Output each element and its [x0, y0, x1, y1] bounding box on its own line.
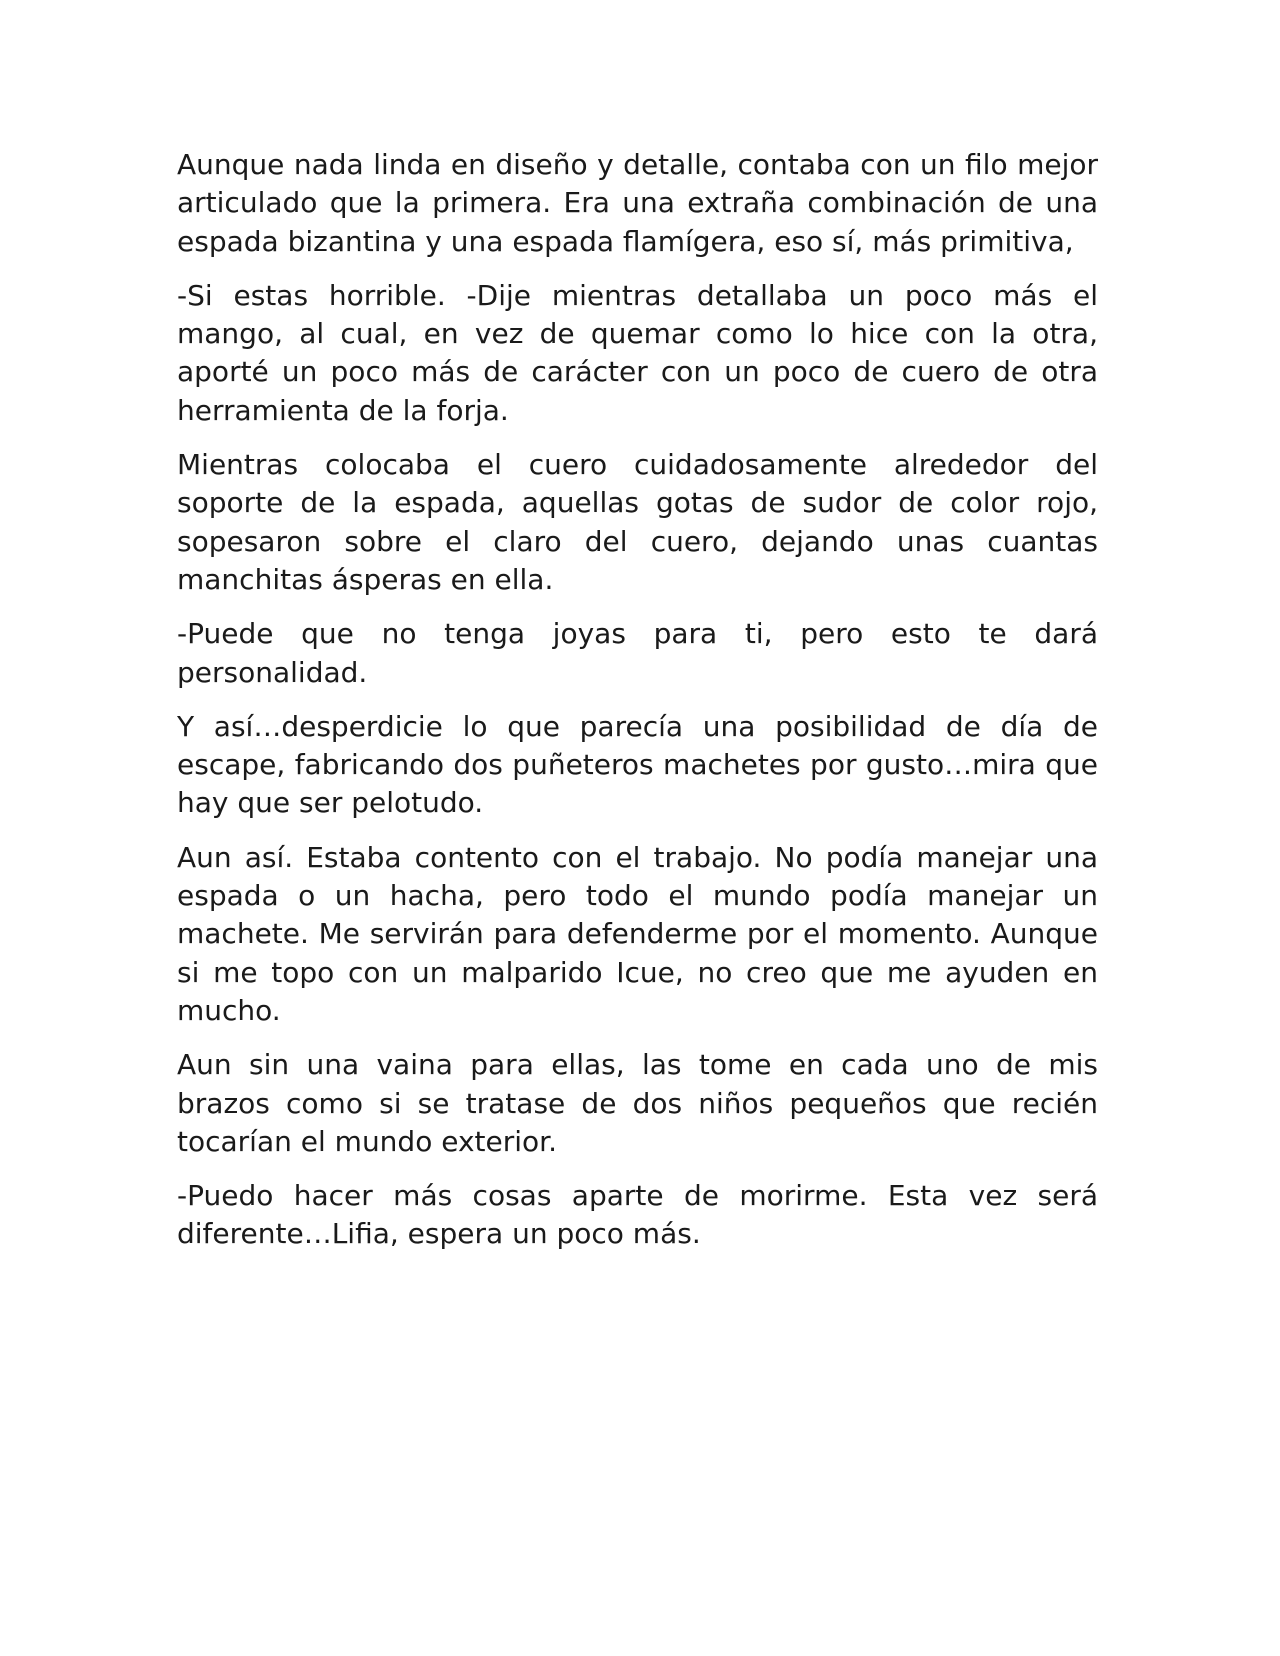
body-text	[177, 146, 1098, 1270]
paragraph: Y así…desperdicie lo que parecía una posibilidad de día de escape, fabricando dos puñeteros machetes por gusto…mira que hay que ser pelotudo.	[177, 709, 1098, 820]
paragraph: Mientras colocaba el cuero cuidadosamente alrededor del soporte de la espada, aquellas gotas de sudor de color rojo, sopesaron sobre el claro del cuero, dejando unas cuantas manchitas ásperas en ella.	[177, 448, 1098, 596]
paragraph: -Puede que no tenga joyas para ti, pero esto te dará personalidad.	[177, 617, 1098, 689]
paragraph: -Puedo hacer más cosas aparte de morirme. Esta vez será diferente…Lifia, espera un poco más.	[177, 1179, 1098, 1251]
paragraph: Aun así. Estaba contento con el trabajo. No podía manejar una espada o un hacha, pero todo el mundo podía manejar un machete. Me servirán para defenderme por el momento. Aunque si me topo con un malparido Icue, no creo que me ayuden en mucho.	[177, 840, 1098, 1027]
paragraph: Aunque nada linda en diseño y detalle, contaba con un filo mejor articulado que la primera. Era una extraña combinación de una espada bizantina y una espada flamígera, eso sí, más primitiva,	[177, 148, 1098, 258]
paragraph: Aun sin una vaina para ellas, las tome en cada uno de mis brazos como si se tratase de dos niños pequeños que recién tocarían el mundo exterior.	[177, 1048, 1098, 1158]
paragraph: -Si estas horrible. -Dije mientras detallaba un poco más el mango, al cual, en vez de quemar como lo hice con la otra, aporté un poco más de carácter con un poco de cuero de otra herramienta de la forja.	[177, 278, 1098, 427]
